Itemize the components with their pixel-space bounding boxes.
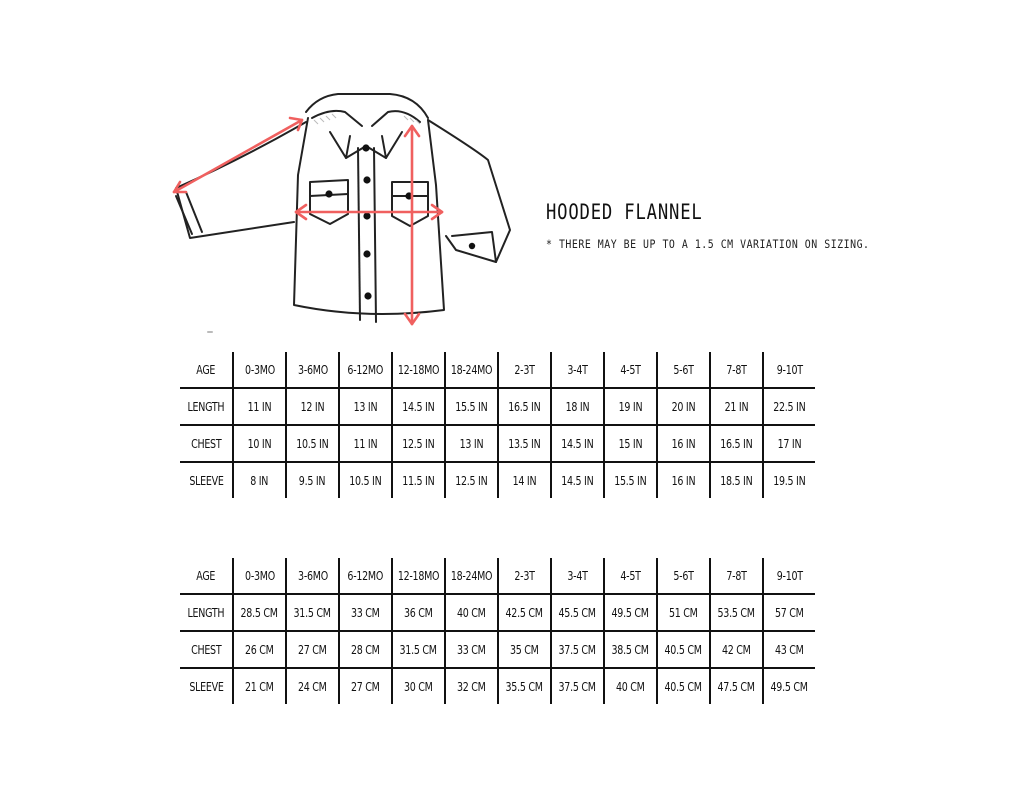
size-cell [286, 558, 339, 594]
size-cell [657, 631, 710, 668]
size-cell-value: 30 CM [404, 679, 433, 694]
size-cell [604, 352, 657, 388]
size-cell-value: 17 IN [777, 436, 802, 451]
size-cell [657, 558, 710, 594]
size-cell [286, 668, 339, 704]
size-cell-value: 49.5 CM [611, 605, 650, 620]
size-cell-value: 10 IN [247, 436, 272, 451]
size-cell [657, 668, 710, 704]
size-cell [392, 388, 445, 425]
size-cell-value: 0-3MO [244, 568, 275, 583]
size-cell [445, 462, 498, 498]
size-cell [604, 668, 657, 704]
size-cell-value: 3-6MO [297, 568, 328, 583]
size-cell-value: 33 CM [457, 642, 486, 657]
row-label-text: AGE [196, 568, 216, 583]
size-cell-value: 18 IN [565, 399, 590, 414]
size-cell-value: 31.5 CM [399, 642, 438, 657]
size-cell-value: 6-12MO [347, 362, 384, 377]
size-cell [286, 352, 339, 388]
size-cell [551, 388, 604, 425]
size-cell-value: 5-6T [673, 362, 694, 377]
size-cell-value: 31.5 CM [293, 605, 332, 620]
size-cell [763, 352, 815, 388]
size-cell-value: 20 IN [671, 399, 696, 414]
size-cell [657, 594, 710, 631]
size-cell-value: 18.5 IN [720, 473, 753, 488]
size-cell-value: 15.5 IN [614, 473, 647, 488]
size-cell-value: 49.5 CM [770, 679, 809, 694]
row-label [180, 594, 233, 631]
row-label-text: AGE [196, 362, 216, 377]
size-row-age [180, 352, 815, 388]
size-cell-value: 16 IN [671, 436, 696, 451]
size-cell [710, 631, 763, 668]
size-cell [604, 558, 657, 594]
row-label [180, 631, 233, 668]
size-cell-value: 9-10T [776, 362, 803, 377]
size-cell-value: 38.5 CM [611, 642, 650, 657]
size-cell-value: 35.5 CM [505, 679, 544, 694]
size-cell-value: 37.5 CM [558, 642, 597, 657]
size-cell-value: 26 CM [245, 642, 274, 657]
size-cell [339, 668, 392, 704]
row-label [180, 352, 233, 388]
size-cell [710, 594, 763, 631]
size-cell-value: 12.5 IN [402, 436, 435, 451]
size-cell-value: 19 IN [618, 399, 643, 414]
size-cell [710, 388, 763, 425]
size-cell [604, 462, 657, 498]
size-row-age [180, 558, 815, 594]
size-cell [604, 425, 657, 462]
size-cell [339, 462, 392, 498]
size-row-chest [180, 631, 815, 668]
size-cell [763, 631, 815, 668]
size-cell [233, 425, 286, 462]
size-cell-value: 16.5 IN [508, 399, 541, 414]
size-cell-value: 13 IN [353, 399, 378, 414]
size-cell-value: 7-8T [726, 568, 747, 583]
size-cell-value: 10.5 IN [296, 436, 329, 451]
row-label [180, 558, 233, 594]
size-cell [233, 462, 286, 498]
size-cell [604, 388, 657, 425]
size-cell-value: 8 IN [250, 473, 269, 488]
size-cell [286, 594, 339, 631]
size-cell [551, 425, 604, 462]
size-row-length [180, 594, 815, 631]
size-cell [498, 388, 551, 425]
size-cell [710, 668, 763, 704]
size-chart-centimeters [180, 558, 815, 704]
size-cell-value: 40.5 CM [664, 679, 703, 694]
row-label [180, 668, 233, 704]
size-cell-value: 40 CM [457, 605, 486, 620]
size-cell [392, 352, 445, 388]
size-cell-value: 14.5 IN [561, 436, 594, 451]
row-label [180, 462, 233, 498]
size-chart-inches [180, 352, 815, 498]
size-cell-value: 4-5T [620, 568, 641, 583]
size-cell [392, 594, 445, 631]
size-cell-value: 11.5 IN [402, 473, 435, 488]
size-cell [551, 558, 604, 594]
size-cell [445, 558, 498, 594]
size-cell-value: 42 CM [722, 642, 751, 657]
size-row-chest [180, 425, 815, 462]
size-cell [445, 352, 498, 388]
row-label [180, 388, 233, 425]
row-label-text: SLEEVE [188, 679, 224, 694]
size-cell-value: 16 IN [671, 473, 696, 488]
size-cell-value: 9.5 IN [299, 473, 326, 488]
size-cell-value: 14.5 IN [402, 399, 435, 414]
size-cell-value: 21 CM [245, 679, 274, 694]
size-cell [392, 425, 445, 462]
size-cell [710, 558, 763, 594]
size-cell-value: 7-8T [726, 362, 747, 377]
size-cell-value: 40 CM [616, 679, 645, 694]
size-cell-value: 37.5 CM [558, 679, 597, 694]
size-cell-value: 11 IN [247, 399, 272, 414]
size-cell [498, 462, 551, 498]
size-cell [392, 631, 445, 668]
size-cell-value: 11 IN [353, 436, 378, 451]
size-cell-value: 18-24MO [450, 362, 493, 377]
size-cell-value: 33 CM [351, 605, 380, 620]
size-cell [657, 462, 710, 498]
size-cell-value: 27 CM [351, 679, 380, 694]
size-cell-value: 13 IN [459, 436, 484, 451]
size-cell [339, 425, 392, 462]
size-cell-value: 57 CM [775, 605, 804, 620]
size-cell [710, 352, 763, 388]
size-cell [498, 558, 551, 594]
size-cell [445, 668, 498, 704]
size-cell-value: 9-10T [776, 568, 803, 583]
size-cell-value: 51 CM [669, 605, 698, 620]
size-cell-value: 2-3T [514, 568, 535, 583]
size-cell-value: 45.5 CM [558, 605, 597, 620]
size-cell [286, 388, 339, 425]
size-cell [445, 594, 498, 631]
size-cell-value: 28.5 CM [240, 605, 279, 620]
size-cell [710, 462, 763, 498]
size-cell-value: 36 CM [404, 605, 433, 620]
size-cell [710, 425, 763, 462]
size-cell [551, 668, 604, 704]
size-cell-value: 13.5 IN [508, 436, 541, 451]
size-cell [498, 594, 551, 631]
size-cell [551, 594, 604, 631]
size-cell [604, 631, 657, 668]
size-cell [445, 631, 498, 668]
size-cell-value: 21 IN [724, 399, 749, 414]
size-cell [498, 425, 551, 462]
size-cell [286, 631, 339, 668]
size-cell [233, 388, 286, 425]
size-cell [233, 631, 286, 668]
size-cell [763, 462, 815, 498]
size-cell [445, 425, 498, 462]
size-cell-value: 14.5 IN [561, 473, 594, 488]
size-cell-value: 6-12MO [347, 568, 384, 583]
row-label-text: CHEST [190, 642, 222, 657]
size-cell-value: 12.5 IN [455, 473, 488, 488]
size-cell [498, 631, 551, 668]
size-cell-value: 5-6T [673, 568, 694, 583]
row-label-text: CHEST [190, 436, 222, 451]
size-cell [763, 558, 815, 594]
size-cell [339, 558, 392, 594]
size-cell-value: 47.5 CM [717, 679, 756, 694]
size-cell [339, 388, 392, 425]
size-cell [339, 352, 392, 388]
size-cell-value: 32 CM [457, 679, 486, 694]
size-cell-value: 40.5 CM [664, 642, 703, 657]
size-cell-value: 19.5 IN [773, 473, 806, 488]
size-cell [392, 668, 445, 704]
size-cell-value: 12-18MO [397, 568, 440, 583]
size-cell [233, 594, 286, 631]
size-cell-value: 12 IN [300, 399, 325, 414]
size-cell-value: 27 CM [298, 642, 327, 657]
size-cell [498, 352, 551, 388]
size-cell [657, 388, 710, 425]
size-cell-value: 18-24MO [450, 568, 493, 583]
hooded-flannel-illustration [160, 88, 520, 338]
size-cell-value: 0-3MO [244, 362, 275, 377]
size-cell-value: 4-5T [620, 362, 641, 377]
product-title: HOODED FLANNEL [546, 200, 703, 224]
size-row-sleeve [180, 668, 815, 704]
size-cell-value: 14 IN [512, 473, 537, 488]
row-label [180, 425, 233, 462]
size-row-sleeve [180, 462, 815, 498]
size-cell-value: 15.5 IN [455, 399, 488, 414]
row-label-text: LENGTH [187, 399, 225, 414]
size-cell-value: 3-4T [567, 568, 588, 583]
size-cell [763, 594, 815, 631]
row-label-text: LENGTH [187, 605, 225, 620]
size-cell-value: 15 IN [618, 436, 643, 451]
size-cell [551, 631, 604, 668]
size-cell [657, 425, 710, 462]
size-cell [551, 352, 604, 388]
size-cell [339, 594, 392, 631]
row-label-text: SLEEVE [188, 473, 224, 488]
size-cell-value: 35 CM [510, 642, 539, 657]
size-cell-value: 22.5 IN [773, 399, 806, 414]
size-cell [286, 425, 339, 462]
size-cell-value: 53.5 CM [717, 605, 756, 620]
size-cell-value: 42.5 CM [505, 605, 544, 620]
size-cell [233, 352, 286, 388]
size-cell-value: 12-18MO [397, 362, 440, 377]
size-cell [339, 631, 392, 668]
size-cell [657, 352, 710, 388]
size-cell [233, 558, 286, 594]
size-cell-value: 3-4T [567, 362, 588, 377]
size-cell-value: 16.5 IN [720, 436, 753, 451]
size-cell [763, 388, 815, 425]
size-cell [604, 594, 657, 631]
size-cell [392, 558, 445, 594]
size-row-length [180, 388, 815, 425]
size-cell [233, 668, 286, 704]
size-cell [445, 388, 498, 425]
sizing-variation-note: * THERE MAY BE UP TO A 1.5 CM VARIATION ON SIZING. [546, 237, 870, 251]
size-cell [498, 668, 551, 704]
size-cell [763, 425, 815, 462]
size-cell [551, 462, 604, 498]
size-cell [763, 668, 815, 704]
size-cell-value: 24 CM [298, 679, 327, 694]
size-cell [286, 462, 339, 498]
size-cell-value: 28 CM [351, 642, 380, 657]
size-cell-value: 10.5 IN [349, 473, 382, 488]
size-cell-value: 2-3T [514, 362, 535, 377]
size-cell-value: 43 CM [775, 642, 804, 657]
size-cell [392, 462, 445, 498]
size-cell-value: 3-6MO [297, 362, 328, 377]
